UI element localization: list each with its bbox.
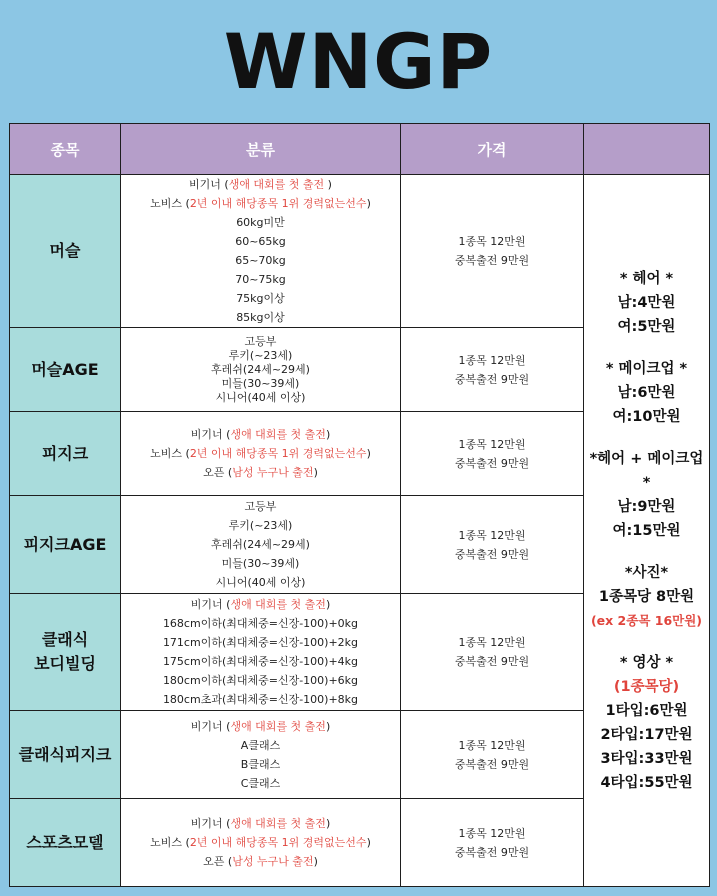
category-cell [10, 328, 121, 412]
price-line: 1종목 12만원 [458, 826, 526, 840]
category-name: 머슬 [49, 241, 81, 260]
category-cell [10, 412, 121, 496]
class-line: 미들(30~39세) [221, 376, 300, 390]
class-line: 오픈 (남성 누구나 출전) [203, 466, 318, 479]
class-line: 노비스 (2년 이내 해당종목 1위 경력없는선수) [150, 836, 371, 849]
class-line: 70~75kg [235, 273, 286, 286]
class-line: 65~70kg [235, 254, 286, 267]
class-line: 180cm초과(최대체중=신장-100)+8kg [162, 693, 359, 706]
hair-makeup-star: * [642, 474, 651, 491]
classification-cell [121, 799, 401, 887]
category-cell [10, 711, 121, 799]
hair-title: * 헤어 * [619, 270, 674, 287]
classification-cell [121, 175, 401, 328]
class-line: 75kg이상 [236, 292, 285, 305]
category-name: 피지크 [41, 443, 89, 463]
video-note: (1종목당) [613, 678, 680, 695]
price-cell [401, 496, 584, 594]
header-extra [584, 124, 710, 175]
category-cell [10, 175, 121, 328]
class-line: C클래스 [240, 776, 281, 790]
wngp-logo: WNGP [223, 17, 494, 106]
photo-title: *사진* [624, 564, 669, 581]
header-classification: 분류 [121, 124, 401, 175]
price-cell [401, 594, 584, 711]
price-line: 중복출전 9만원 [454, 655, 530, 668]
price-cell [401, 175, 584, 328]
price-line: 1종목 12만원 [458, 437, 526, 451]
table-header-row [10, 124, 710, 175]
video-type-3: 3타입:33만원 [600, 750, 693, 767]
class-line: B클래스 [240, 757, 281, 771]
category-name: 보디빌딩 [34, 654, 96, 673]
class-line: 비기너 (생애 대회를 첫 출전) [190, 719, 331, 733]
class-line: 175cm이하(최대체중=신장-100)+4kg [162, 655, 359, 668]
class-line: 비기너 (생애 대회를 첫 출전) [190, 598, 331, 611]
classification-cell [121, 711, 401, 799]
class-line: A클래스 [240, 738, 281, 752]
class-line: 오픈 (남성 누구나 출전) [203, 855, 318, 868]
price-line: 중복출전 9만원 [454, 757, 530, 771]
price-line: 1종목 12만원 [458, 528, 526, 542]
category-cell [10, 496, 121, 594]
class-line: 후레쉬(24세~29세) [211, 362, 310, 376]
classification-cell [121, 328, 401, 412]
class-line: 시니어(40세 이상) [215, 576, 306, 589]
extra-services-cell [584, 175, 710, 887]
photo-price: 1종목당 8만원 [598, 588, 695, 605]
category-name: 피지크AGE [23, 534, 107, 554]
header-category: 종목 [10, 124, 121, 175]
classification-cell [121, 496, 401, 594]
class-line: 60kg미만 [236, 216, 285, 229]
makeup-title: * 메이크업 * [605, 360, 688, 377]
price-table [9, 123, 710, 887]
price-line: 1종목 12만원 [458, 353, 526, 367]
price-cell [401, 799, 584, 887]
category-name: 스포츠모델 [26, 832, 104, 852]
header-price: 가격 [401, 124, 584, 175]
class-line: 고등부 [244, 500, 277, 513]
class-line: 루키(~23세) [228, 519, 293, 532]
price-line: 중복출전 9만원 [454, 254, 530, 267]
price-line: 1종목 12만원 [458, 235, 526, 248]
hair-male: 남:4만원 [617, 294, 676, 311]
class-line: 171cm이하(최대체중=신장-100)+2kg [162, 636, 359, 649]
price-cell [401, 711, 584, 799]
makeup-male: 남:6만원 [617, 384, 676, 401]
class-line: 노비스 (2년 이내 해당종목 1위 경력없는선수) [150, 447, 371, 460]
price-line: 중복출전 9만원 [454, 547, 530, 561]
class-line: 미들(30~39세) [221, 557, 300, 570]
makeup-female: 여:10만원 [612, 408, 681, 425]
price-cell [401, 328, 584, 412]
hair-makeup-title: *헤어 + 메이크업 [589, 450, 704, 467]
price-line: 중복출전 9만원 [454, 372, 530, 386]
class-line: 60~65kg [235, 235, 286, 248]
video-type-1: 1타입:6만원 [605, 702, 688, 719]
class-line: 고등부 [244, 334, 277, 348]
hair-female: 여:5만원 [617, 318, 676, 335]
class-line: 비기너 (생애 대회를 첫 출전) [190, 817, 331, 830]
price-line: 1종목 12만원 [458, 636, 526, 649]
price-line: 중복출전 9만원 [454, 456, 530, 470]
price-cell [401, 412, 584, 496]
video-type-4: 4타입:55만원 [600, 774, 693, 791]
category-name: 클래식 [41, 630, 89, 649]
video-title: * 영상 * [619, 654, 674, 671]
class-line: 루키(~23세) [228, 348, 293, 362]
class-line: 168cm이하(최대체중=신장-100)+0kg [162, 617, 359, 630]
class-line: 비기너 (생애 대회를 첫 출전) [190, 428, 331, 441]
class-line: 180cm이하(최대체중=신장-100)+6kg [162, 674, 359, 687]
class-line: 후레쉬(24세~29세) [211, 538, 310, 551]
price-line: 1종목 12만원 [458, 738, 526, 752]
price-line: 중복출전 9만원 [454, 845, 530, 859]
hair-makeup-female: 여:15만원 [612, 522, 681, 539]
classification-cell [121, 594, 401, 711]
class-line: 노비스 (2년 이내 해당종목 1위 경력없는선수) [150, 197, 371, 210]
classification-cell [121, 412, 401, 496]
category-cell [10, 799, 121, 887]
class-line: 비기너 (생애 대회를 첫 출전 ) [189, 178, 332, 191]
category-name: 클래식피지크 [18, 744, 112, 764]
photo-note: (ex 2종목 16만원) [590, 612, 703, 628]
category-cell [10, 594, 121, 711]
class-line: 85kg이상 [236, 311, 285, 324]
category-name: 머슬AGE [31, 359, 99, 379]
hair-makeup-male: 남:9만원 [617, 498, 676, 515]
class-line: 시니어(40세 이상) [215, 390, 306, 404]
video-type-2: 2타입:17만원 [600, 726, 693, 743]
table-row [10, 175, 710, 328]
